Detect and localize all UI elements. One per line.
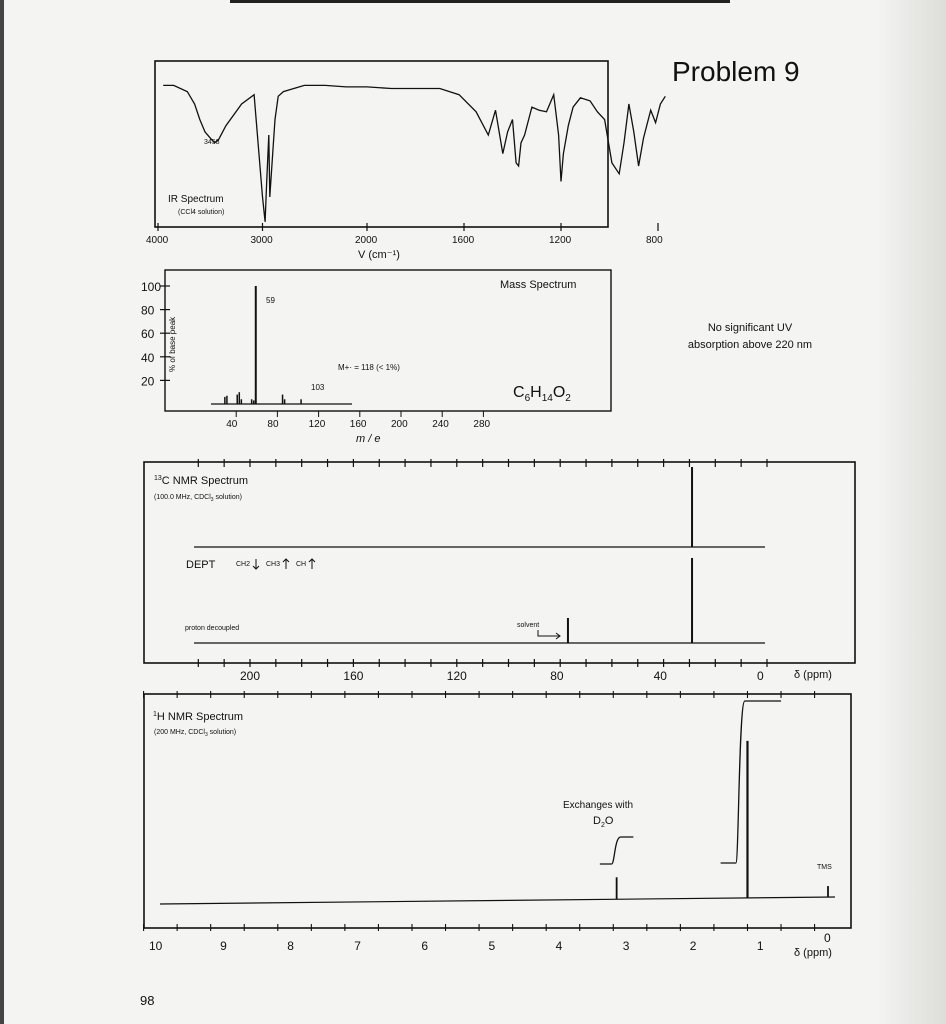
uv-note-line1: No significant UV [707, 322, 793, 334]
ms-ytick-label: 20 [141, 374, 155, 389]
c13-xlabel: δ (ppm) [794, 669, 832, 681]
proton-decoupled-label: proton decoupled [185, 625, 240, 632]
ir-tick-label: 4000 [146, 235, 169, 246]
ir-xlabel: V (cm⁻¹) [358, 249, 400, 261]
ir-trace [163, 85, 665, 221]
h1-tick-label: 0 [824, 931, 831, 945]
ir-spectrum [146, 61, 665, 261]
ms-ytick-label: 100 [141, 280, 162, 294]
ir-tick-label: 1200 [549, 235, 572, 246]
c13-tick-label: 160 [343, 669, 364, 683]
dept-label: DEPT [186, 559, 216, 571]
page-title: Problem 9 [672, 56, 800, 87]
h1-tick-label: 10 [149, 939, 163, 953]
ms-frame [165, 270, 611, 411]
h1-tick-label: 3 [622, 939, 630, 953]
ir-subtitle: (CCl4 solution) [178, 209, 225, 216]
c13-tick-label: 80 [550, 669, 564, 683]
c13-title: $^{13}$C NMR Spectrum [154, 475, 248, 487]
ms-xlabel: m / e [356, 433, 381, 445]
ir-annotation-3458: 3458 [204, 139, 220, 146]
h1-frame [144, 694, 851, 928]
solvent-arrow-icon [538, 630, 560, 639]
ms-ylabel: % of base peak [168, 316, 177, 372]
ir-title: IR Spectrum [168, 194, 224, 205]
h1-tick-label: 5 [488, 939, 496, 953]
ms-annotation-103: 103 [311, 383, 325, 392]
ms-xtick-label: 200 [391, 419, 408, 430]
ms-xtick-label: 280 [473, 419, 491, 430]
ms-xtick-label: 160 [349, 419, 367, 430]
h1-xlabel: δ (ppm) [794, 947, 832, 959]
h1-tms-label: TMS [817, 864, 832, 871]
uv-note-line2: absorption above 220 nm [687, 339, 813, 351]
ms-xtick-label: 40 [226, 419, 238, 430]
page-number: 98 [140, 993, 155, 1008]
dept-ch3: CH3 [266, 561, 281, 568]
ms-formula: $C_6H_{14}O_2$ [513, 384, 571, 404]
ms-molecular-ion: M+· = 118 (< 1%) [338, 363, 400, 372]
ir-tick-label: 2000 [355, 235, 378, 246]
c13-subtitle: (100.0 MHz, CDCl$_3$ solution) [154, 494, 242, 503]
dept-ch2: CH2 [236, 561, 251, 568]
ms-xtick-label: 80 [267, 419, 279, 430]
h1-tick-label: 9 [220, 939, 227, 953]
ir-tick-label: 1600 [452, 235, 475, 246]
ms-ytick-label: 80 [141, 303, 155, 318]
solvent-label: solvent [517, 622, 540, 629]
h1-tick-label: 2 [689, 939, 697, 953]
dept-ch-up-arrow-icon [309, 559, 315, 569]
h1-tick-label: 7 [354, 939, 361, 953]
mass-spectrum [141, 270, 611, 445]
h1-tick-label: 8 [287, 939, 294, 953]
c13-nmr-spectrum [144, 459, 855, 683]
h1-subtitle: (200 MHz, CDCl$_3$ solution) [154, 729, 237, 738]
h1-integral [721, 701, 781, 863]
h1-tick-label: 4 [555, 939, 563, 953]
dept-ch: CH [296, 561, 307, 568]
h1-exchange-note-line1: Exchanges with [563, 800, 634, 811]
c13-tick-label: 40 [653, 669, 667, 683]
ms-title: Mass Spectrum [500, 279, 577, 291]
dept-legend [236, 559, 315, 569]
ms-annotation-59: 59 [266, 296, 275, 305]
ir-tick-label: 3000 [250, 235, 273, 246]
ms-ytick-label: 40 [141, 350, 155, 365]
ms-xtick-label: 240 [432, 419, 449, 430]
ir-tick-label: 800 [646, 235, 663, 246]
h1-tick-label: 6 [421, 939, 429, 953]
c13-tick-label: 120 [446, 669, 467, 683]
h1-baseline [160, 897, 835, 904]
c13-tick-label: 200 [240, 669, 261, 683]
dept-ch2-down-arrow-icon [253, 559, 259, 569]
h1-exchange-note-line2: $D_2O$ [593, 815, 614, 829]
h1-tick-label: 1 [756, 939, 764, 953]
h1-integral [600, 837, 634, 864]
c13-tick-label: 0 [757, 669, 764, 683]
dept-ch3-up-arrow-icon [283, 559, 289, 569]
ms-xtick-label: 120 [308, 419, 326, 430]
h1-nmr-spectrum [144, 691, 851, 959]
c13-frame [144, 462, 855, 663]
h1-title: $^1$H NMR Spectrum [153, 711, 244, 723]
ms-ytick-label: 60 [141, 327, 155, 342]
